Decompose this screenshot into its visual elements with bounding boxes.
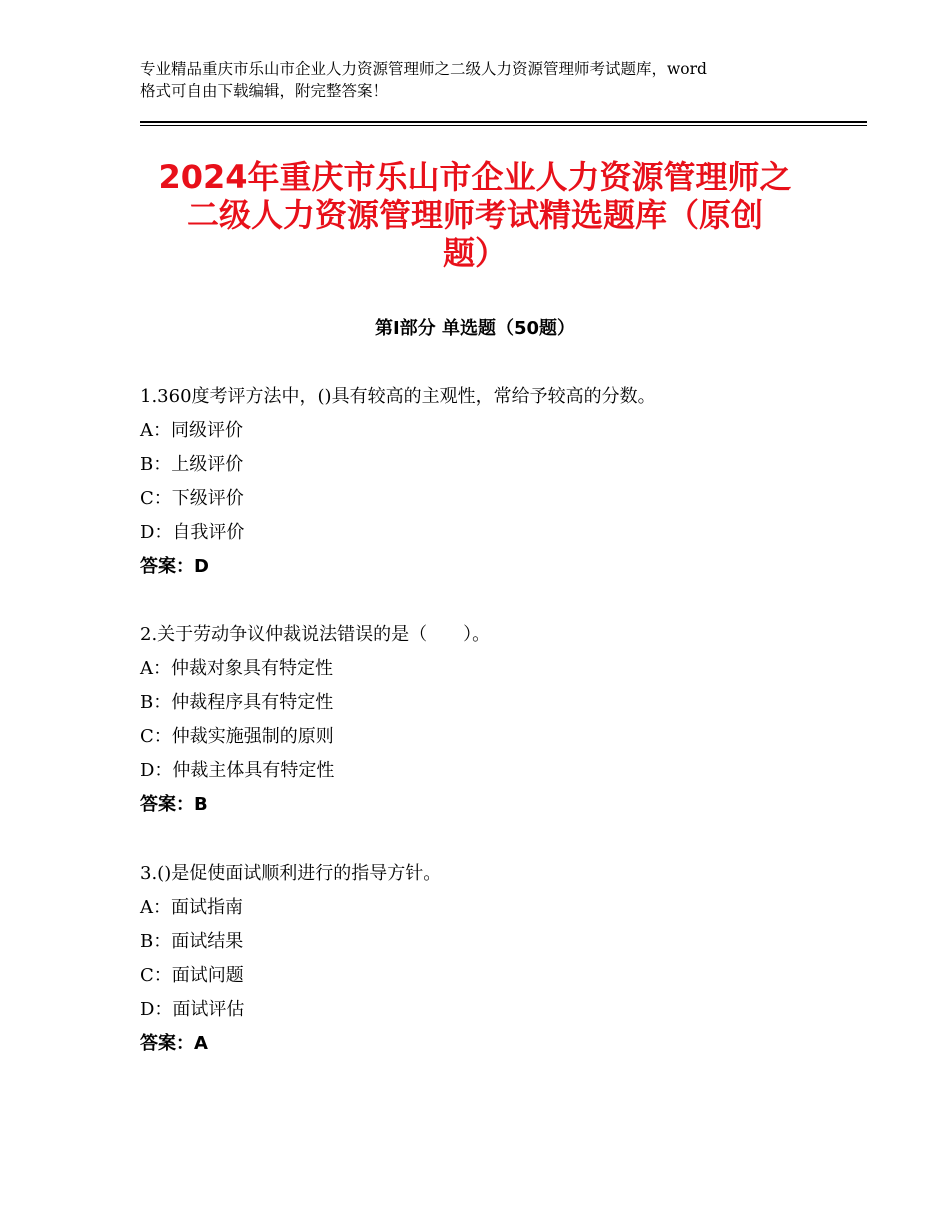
section-heading: 第Ⅰ部分 单选题（50题） (374, 318, 575, 339)
document-title-line-3: 题） (442, 234, 507, 272)
option-b: B：面试结果 (140, 931, 244, 952)
question-stem: 2.关于劳动争议仲裁说法错误的是（ ）。 (140, 624, 491, 645)
header-note-line-1: 专业精品重庆市乐山市企业人力资源管理师之二级人力资源管理师考试题库，word (140, 60, 707, 78)
option-c: C：仲裁实施强制的原则 (140, 726, 334, 747)
option-d: D：面试评估 (140, 999, 245, 1020)
answer: 答案：B (140, 794, 208, 815)
option-d: D：仲裁主体具有特定性 (140, 760, 335, 781)
answer: 答案：A (140, 1033, 208, 1054)
answer: 答案：D (140, 556, 209, 577)
question-stem: 1.360度考评方法中，()具有较高的主观性，常给予较高的分数。 (140, 386, 656, 407)
header-note-line-2: 格式可自由下载编辑，附完整答案！ (140, 82, 389, 100)
question-1 (140, 380, 860, 584)
document-title (120, 158, 830, 272)
option-b: B：仲裁程序具有特定性 (140, 692, 334, 713)
document-title-line-1: 2024年重庆市乐山市企业人力资源管理师之 (158, 158, 792, 196)
option-a: A：仲裁对象具有特定性 (140, 658, 333, 679)
option-c: C：面试问题 (140, 965, 244, 986)
header-note (140, 58, 840, 102)
question-3 (140, 857, 860, 1061)
header-divider-thin (140, 125, 867, 126)
option-a: A：面试指南 (140, 897, 243, 918)
option-a: A：同级评价 (140, 420, 243, 441)
option-d: D：自我评价 (140, 522, 245, 543)
option-c: C：下级评价 (140, 488, 244, 509)
question-2 (140, 618, 860, 822)
option-b: B：上级评价 (140, 454, 244, 475)
header-divider-thick (140, 121, 867, 123)
document-title-line-2: 二级人力资源管理师考试精选题库（原创 (186, 196, 763, 234)
question-stem: 3.()是促使面试顺利进行的指导方针。 (140, 863, 442, 884)
